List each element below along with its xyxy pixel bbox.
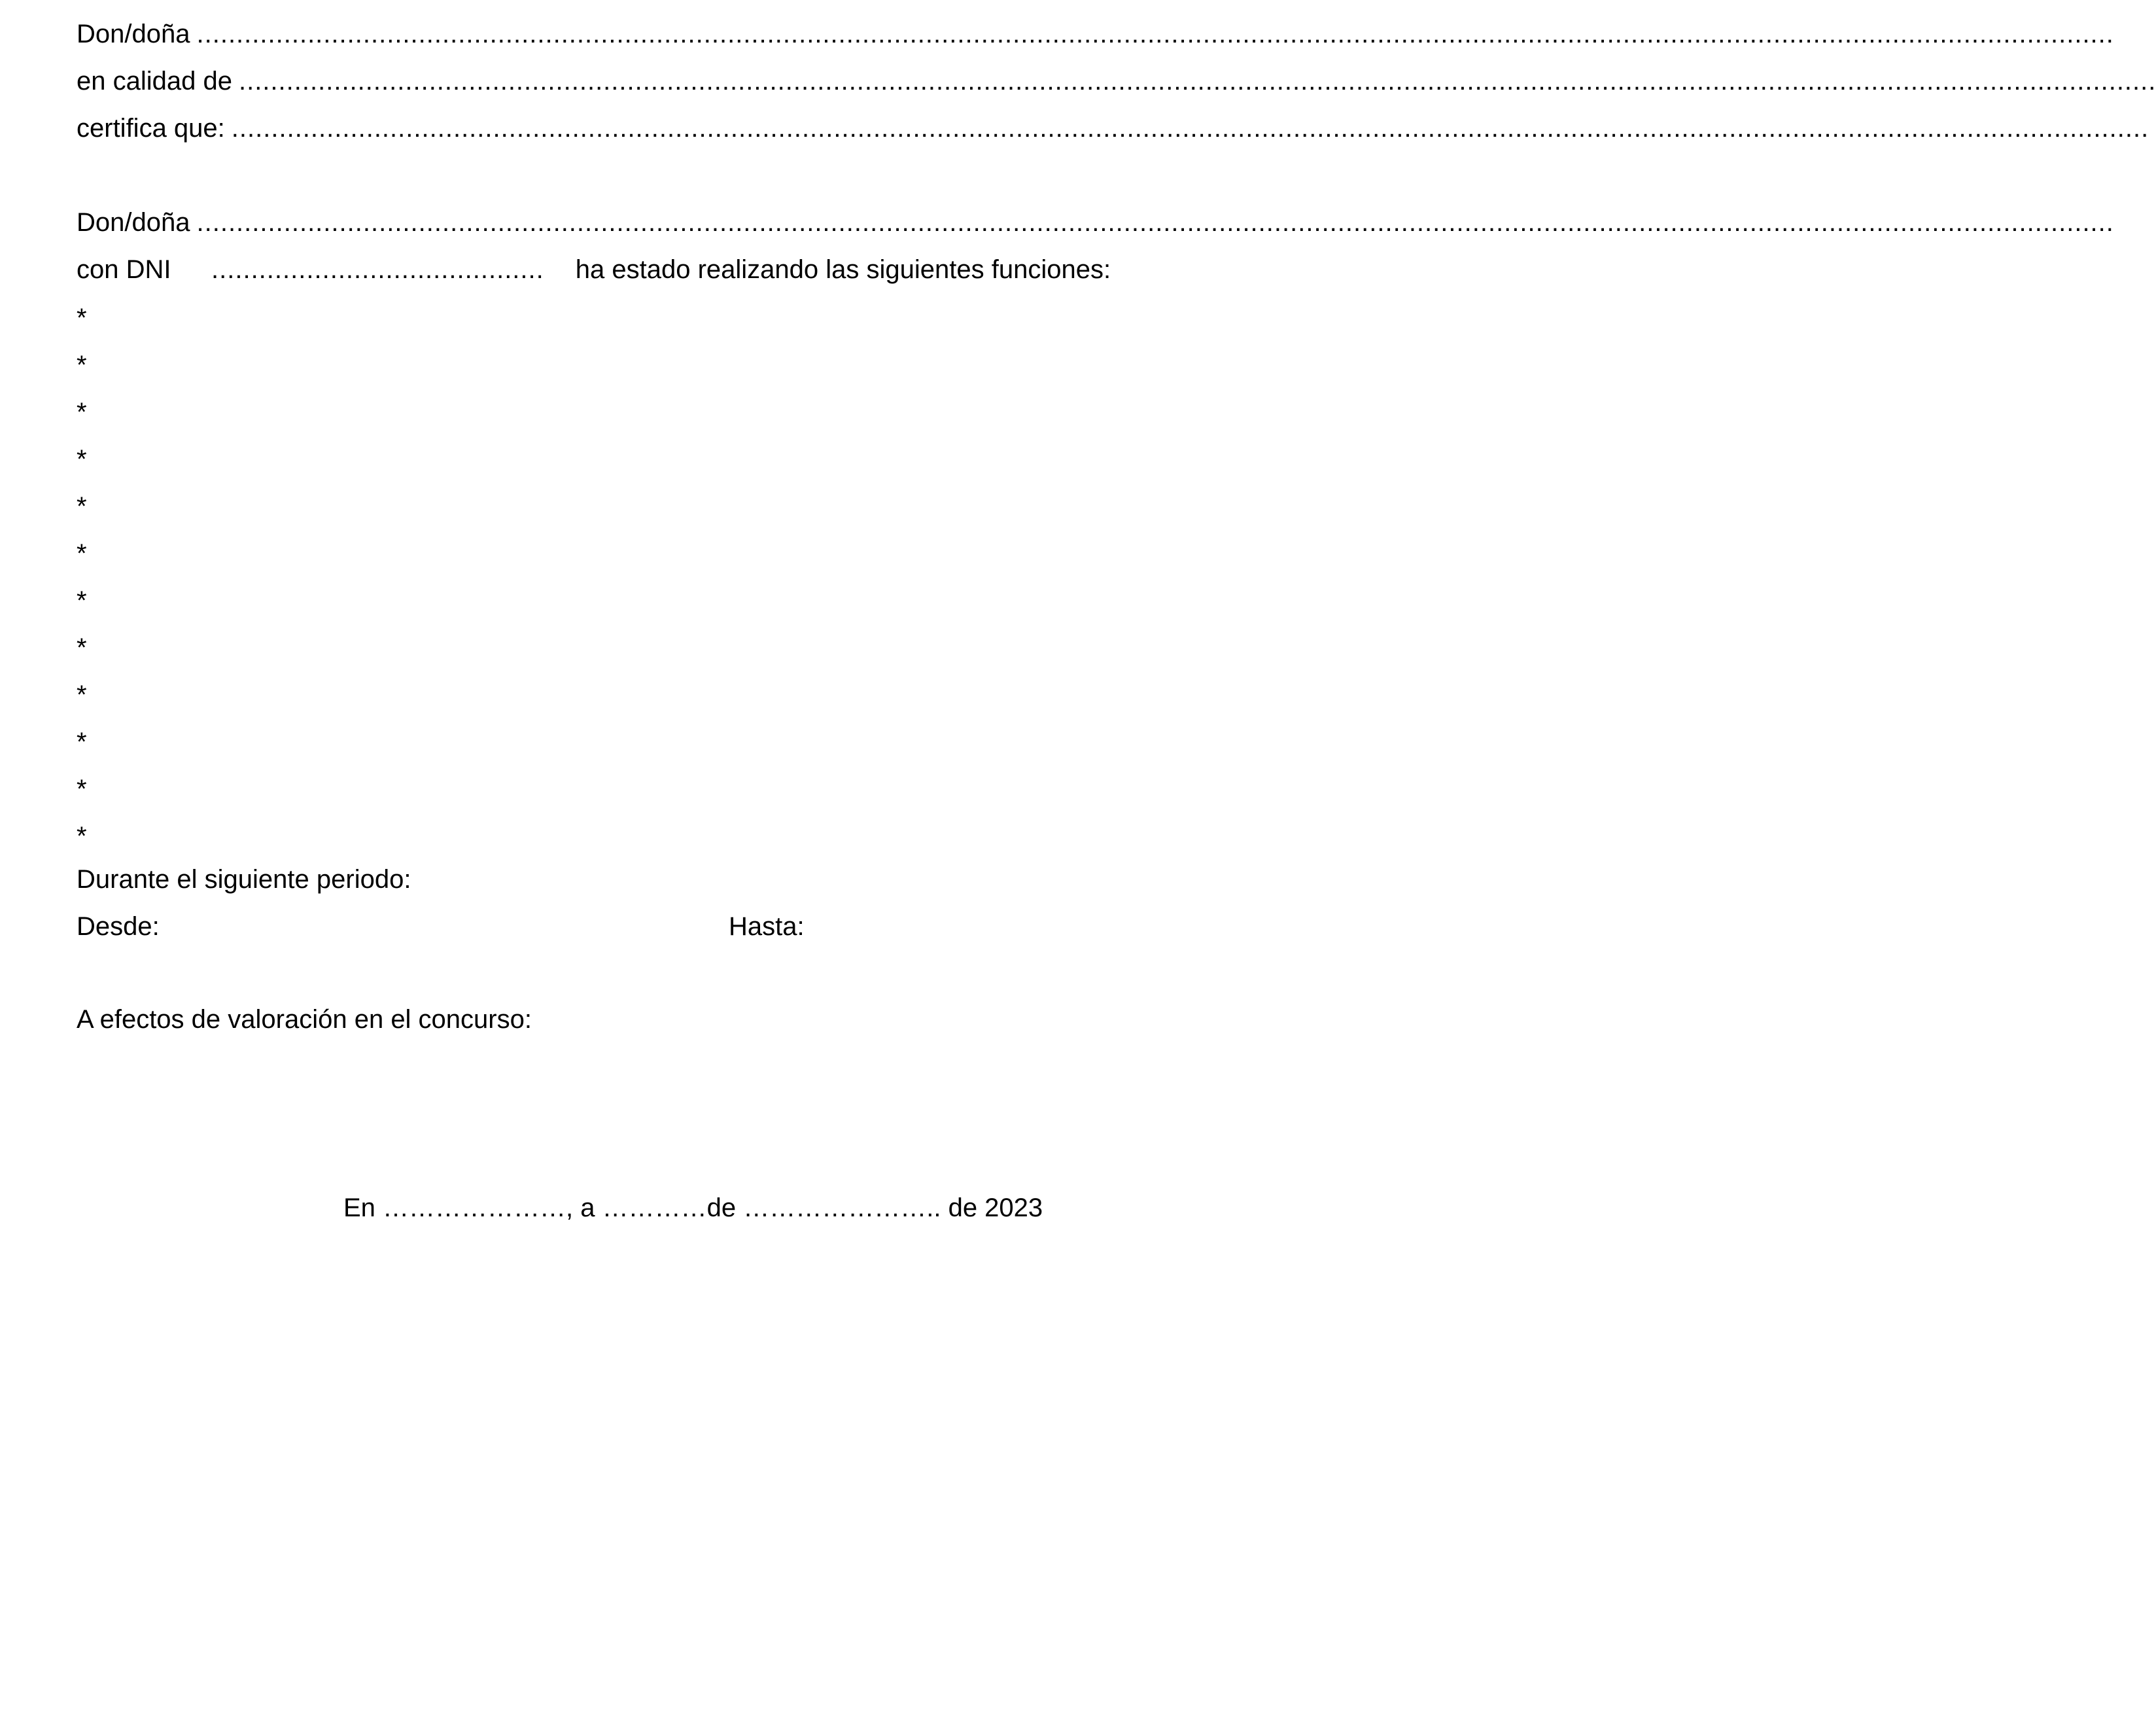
function-bullet: * [77, 445, 87, 474]
function-bullet: * [77, 304, 87, 332]
period-from-label: Desde: [77, 912, 160, 941]
subject-name-row [77, 203, 2114, 242]
function-bullet: * [77, 822, 87, 851]
function-bullet: * [77, 398, 87, 427]
period-heading: Durante el siguiente periodo: [77, 865, 411, 894]
function-bullet: * [77, 586, 87, 615]
place-date-line: En …………………, a …………de ………………….. de 2023 [343, 1193, 1043, 1222]
function-bullet: * [77, 539, 87, 568]
period-to-label: Hasta: [729, 912, 805, 941]
certifier-role-blank: .................................................................................................................................................................................................................................................. [238, 67, 2156, 96]
certifier-name-row [77, 14, 2114, 54]
function-bullet: * [77, 492, 87, 521]
subject-dni-blank: .......................................... [211, 255, 544, 284]
certifier-role-row [77, 62, 2156, 101]
function-bullet: * [77, 680, 87, 709]
function-bullet: * [77, 351, 87, 380]
function-bullet: * [77, 775, 87, 804]
subject-dni-row [77, 250, 1326, 289]
certifier-name-label: Don/doña [77, 20, 190, 48]
certifies-row [77, 109, 2149, 148]
certifies-label: certifica que: [77, 114, 225, 143]
valuation-text: A efectos de valoración en el concurso: [77, 1005, 532, 1034]
certifier-name-blank: .................................................................................................................................................................................................................................................. [196, 20, 2114, 48]
subject-dni-label: con DNI [77, 255, 171, 284]
certifies-blank: .................................................................................................................................................................................................................................................. [231, 114, 2149, 143]
function-bullet: * [77, 633, 87, 662]
certifier-role-label: en calidad de [77, 67, 232, 96]
subject-name-label: Don/doña [77, 208, 190, 237]
functions-intro: ha estado realizando las siguientes funciones: [575, 255, 1111, 284]
subject-name-blank: .................................................................................................................................................................................................................................................. [196, 208, 2114, 237]
function-bullet: * [77, 728, 87, 756]
